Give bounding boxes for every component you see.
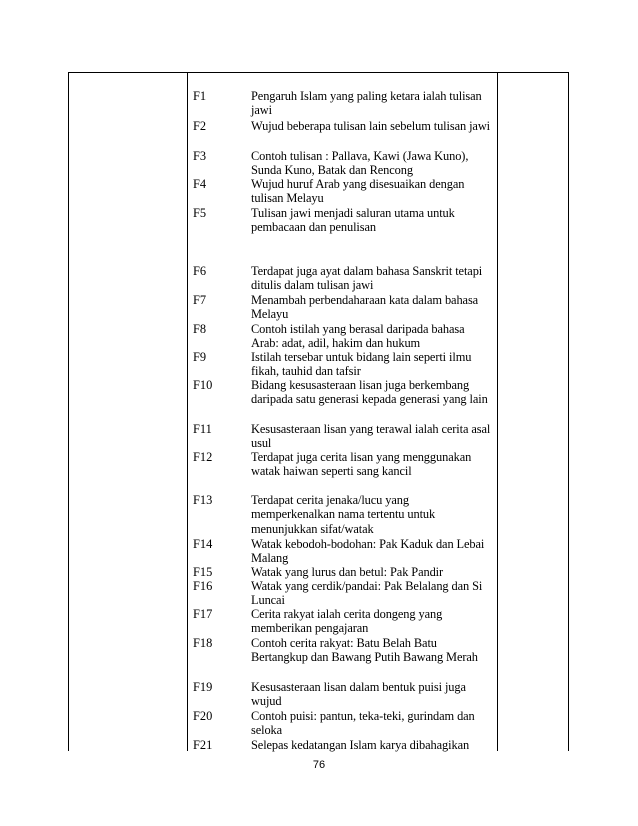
row-text: Kesusasteraan lisan yang terawal ialah cerita asal usul bbox=[251, 422, 491, 451]
row-text: Pengaruh Islam yang paling ketara ialah tulisan jawi bbox=[251, 89, 482, 118]
row-code: F18 bbox=[193, 636, 213, 650]
row-code: F17 bbox=[193, 607, 213, 621]
row-code: F16 bbox=[193, 579, 213, 593]
row-text: Kesusasteraan lisan dalam bentuk puisi juga wujud bbox=[251, 680, 466, 709]
row-text: Contoh tulisan : Pallava, Kawi (Jawa Kuno), Sunda Kuno, Batak dan Rencong bbox=[251, 149, 469, 178]
row-text: Wujud huruf Arab yang disesuaikan dengan tulisan Melayu bbox=[251, 177, 465, 206]
row-text: Watak yang cerdik/pandai: Pak Belalang dan Si Luncai bbox=[251, 579, 483, 608]
row-text: Watak kebodoh-bodohan: Pak Kaduk dan Lebai Malang bbox=[251, 537, 485, 566]
row-text: Watak yang lurus dan betul: Pak Pandir bbox=[251, 565, 444, 579]
row-code: F11 bbox=[193, 422, 212, 436]
row-text: Selepas kedatangan Islam karya dibahagikan bbox=[251, 738, 470, 752]
column-divider-right bbox=[497, 73, 498, 751]
row-code: F7 bbox=[193, 293, 207, 307]
row-code: F1 bbox=[193, 89, 207, 103]
row-code: F6 bbox=[193, 264, 207, 278]
row-code: F10 bbox=[193, 378, 213, 392]
row-text: Contoh puisi: pantun, teka-teki, gurindam dan seloka bbox=[251, 709, 475, 738]
row-code: F15 bbox=[193, 565, 213, 579]
row-text: Contoh cerita rakyat: Batu Belah Batu Bertangkup dan Bawang Putih Bawang Merah bbox=[251, 636, 478, 665]
row-code: F14 bbox=[193, 537, 213, 551]
content-table bbox=[68, 72, 569, 751]
row-text: Cerita rakyat ialah cerita dongeng yang memberikan pengajaran bbox=[251, 607, 443, 636]
row-text: Bidang kesusasteraan lisan juga berkembang daripada satu generasi kepada generasi yang lain bbox=[251, 378, 488, 407]
row-text: Contoh istilah yang berasal daripada bahasa Arab: adat, adil, hakim dan hukum bbox=[251, 322, 465, 351]
row-code: F2 bbox=[193, 119, 207, 133]
row-text: Tulisan jawi menjadi saluran utama untuk pembacaan dan penulisan bbox=[251, 206, 455, 235]
row-code: F3 bbox=[193, 149, 207, 163]
row-code: F21 bbox=[193, 738, 213, 752]
row-code: F20 bbox=[193, 709, 213, 723]
row-code: F4 bbox=[193, 177, 207, 191]
row-text: Terdapat juga cerita lisan yang menggunakan watak haiwan seperti sang kancil bbox=[251, 450, 472, 479]
row-text: Istilah tersebar untuk bidang lain seperti ilmu fikah, tauhid dan tafsir bbox=[251, 350, 472, 379]
row-text: Terdapat cerita jenaka/lucu yang memperkenalkan nama tertentu untuk menunjukkan sifat/watak bbox=[251, 493, 436, 536]
row-text: Menambah perbendaharaan kata dalam bahasa Melayu bbox=[251, 293, 479, 322]
row-code: F9 bbox=[193, 350, 207, 364]
row-text: Wujud beberapa tulisan lain sebelum tulisan jawi bbox=[251, 119, 491, 133]
page-number: 76 bbox=[312, 759, 326, 771]
column-divider-left bbox=[187, 73, 188, 751]
row-code: F12 bbox=[193, 450, 213, 464]
row-text: Terdapat juga ayat dalam bahasa Sanskrit tetapi ditulis dalam tulisan jawi bbox=[251, 264, 483, 293]
row-code: F5 bbox=[193, 206, 207, 220]
row-code: F13 bbox=[193, 493, 213, 507]
row-code: F19 bbox=[193, 680, 213, 694]
row-code: F8 bbox=[193, 322, 207, 336]
